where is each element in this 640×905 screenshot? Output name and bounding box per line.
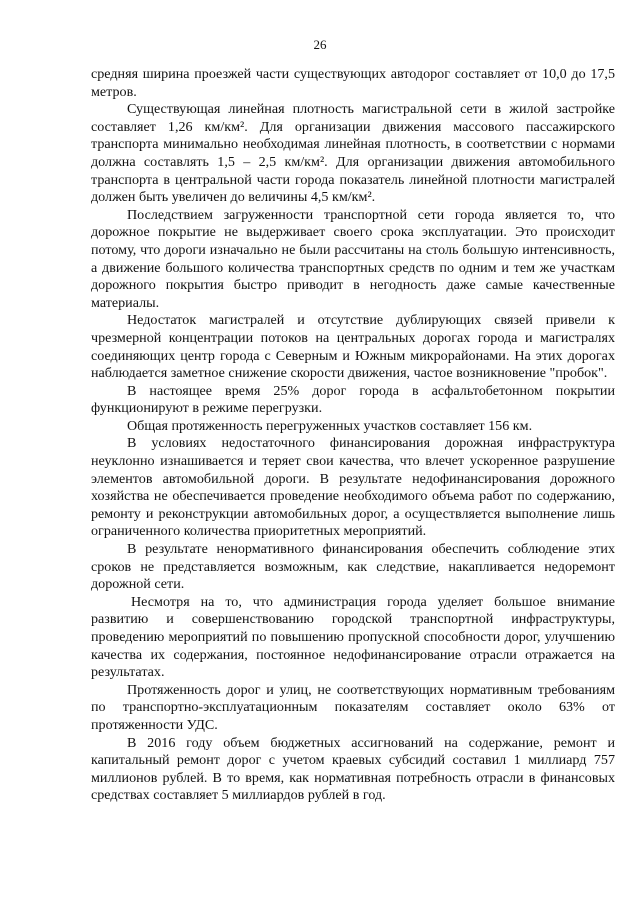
paragraph: В настоящее время 25% дорог города в асфальтобетонном покрытии функционируют в режиме перегрузки. <box>91 382 615 417</box>
document-body <box>91 66 615 805</box>
paragraph: Последствием загруженности транспортной сети города является то, что дорожное покрытие не выдерживает своего срока эксплуатации. Это происходит потому, что дороги изначально не были рассчитаны на столь большую интенсивность, а движение большого количества транспортных средств по одним и тем же участкам дорожного покрытия быстро приводит в негодность даже самые качественные материалы. <box>91 206 615 311</box>
paragraph: Недостаток магистралей и отсутствие дублирующих связей привели к чрезмерной концентрации потоков на центральных дорогах города и магистралях соединяющих центр города с Северным и Южным микрорайонами. На этих дорогах наблюдается заметное снижение скорости движения, частое возникновение "пробок". <box>91 312 615 382</box>
page-number: 26 <box>313 37 327 52</box>
paragraph: средняя ширина проезжей части существующих автодорог составляет от 10,0 до 17,5 метров. <box>91 66 615 100</box>
paragraph: В 2016 году объем бюджетных ассигнований на содержание, ремонт и капитальный ремонт дорог с учетом краевых субсидий составил 1 миллиард 757 миллионов рублей. В то время, как нормативная потребность отрасли в финансовых средствах составляет 5 миллиардов рублей в год. <box>91 734 615 804</box>
paragraph: В условиях недостаточного финансирования дорожная инфраструктура неуклонно изнашивается и теряет свои качества, что влечет ускоренное разрушение элементов автомобильной дороги. В результате недофинансирования дорожного хозяйства не обеспечивается проведение необходимого объема работ по содержанию, ремонту и реконструкции автомобильных дорог, а осуществляется выполнение лишь ограниченного количества приоритетных мероприятий. <box>91 435 615 540</box>
paragraph: Общая протяженность перегруженных участков составляет 156 км. <box>127 417 533 434</box>
paragraph: Протяженность дорог и улиц, не соответствующих нормативным требованиям по транспортно-эксплуатационным показателям составляет около 63% от протяженности УДС. <box>91 681 615 733</box>
paragraph: В результате ненормативного финансирования обеспечить соблюдение этих сроков не представляется возможным, как следствие, накапливается недоремонт дорожной сети. <box>91 541 615 593</box>
paragraph: Несмотря на то, что администрация города уделяет большое внимание развитию и совершенствованию городской транспортной инфраструктуры, проведению мероприятий по повышению пропускной способности дорог, улучшению качества их содержания, постоянное недофинансирование отрасли отражается на результатах. <box>91 593 615 681</box>
paragraph: Существующая линейная плотность магистральной сети в жилой застройке составляет 1,26 км/км². Для организации движения массового пассажирского транспорта минимально необходимая линейная плотность, в соответствии с нормами должна составлять 1,5 – 2,5 км/км². Для организации движения автомобильного транспорта в центральной части города показатель линейной плотности магистралей должен быть увеличен до величины 4,5 км/км². <box>91 101 615 206</box>
